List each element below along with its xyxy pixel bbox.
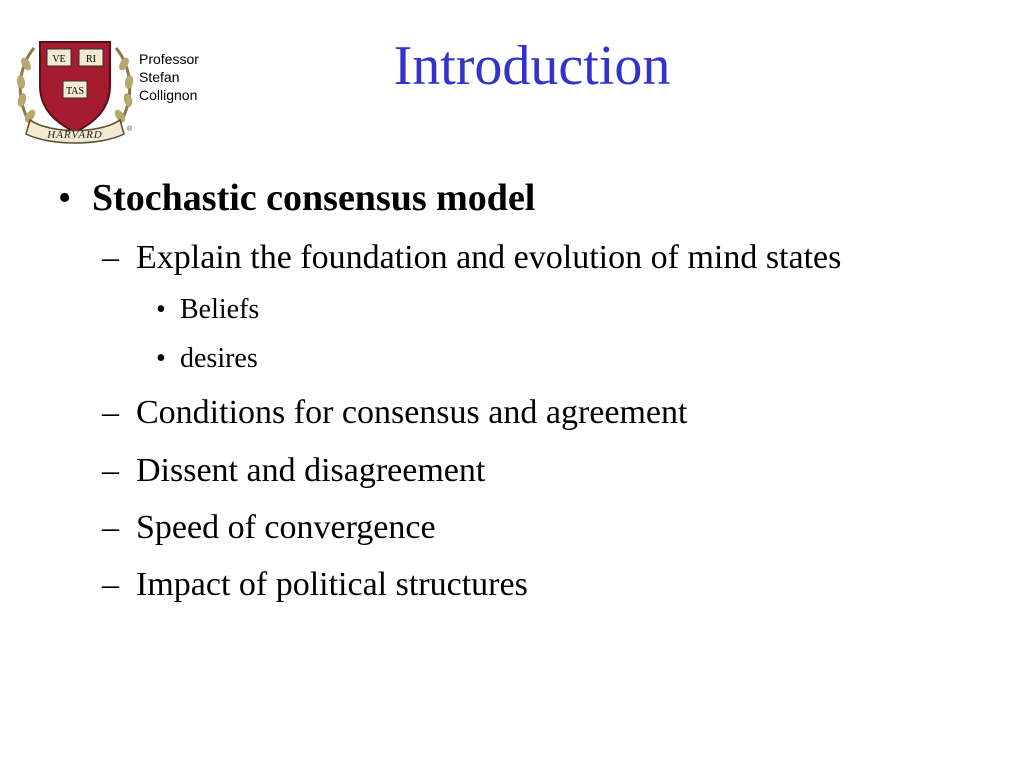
author-line-2: Stefan <box>139 69 180 85</box>
sub-bullet-text: Explain the foundation and evolution of mind states <box>136 239 842 276</box>
slide-title: Introduction <box>393 35 671 97</box>
bullet-marker: • <box>156 294 166 325</box>
book-text-ve: VE <box>52 54 66 65</box>
sub-sub-bullet-text: desires <box>180 343 258 374</box>
bullet-marker: • <box>156 343 166 374</box>
sub-bullet-text: Conditions for consensus and agreement <box>136 394 688 431</box>
author-line-1: Professor <box>139 51 199 67</box>
sub-bullet-text: Dissent and disagreement <box>136 452 486 489</box>
book-text-tas: TAS <box>65 86 85 97</box>
bullet-marker: • <box>58 177 72 219</box>
dash-marker: – <box>102 394 119 431</box>
bullet-main-text: Stochastic consensus model <box>92 177 536 219</box>
sub-bullet-text: Speed of convergence <box>136 509 436 546</box>
sub-bullet-text: Impact of political structures <box>136 566 528 603</box>
dash-marker: – <box>102 509 119 546</box>
dash-marker: – <box>102 239 119 276</box>
sub-sub-bullet-text: Beliefs <box>180 294 260 325</box>
ribbon-text: HARVARD <box>47 129 103 141</box>
dash-marker: – <box>102 566 119 603</box>
book-text-ri: RI <box>86 54 96 65</box>
author-line-3: Collignon <box>139 87 198 103</box>
dash-marker: – <box>102 452 119 489</box>
registered-mark: ® <box>127 126 133 133</box>
